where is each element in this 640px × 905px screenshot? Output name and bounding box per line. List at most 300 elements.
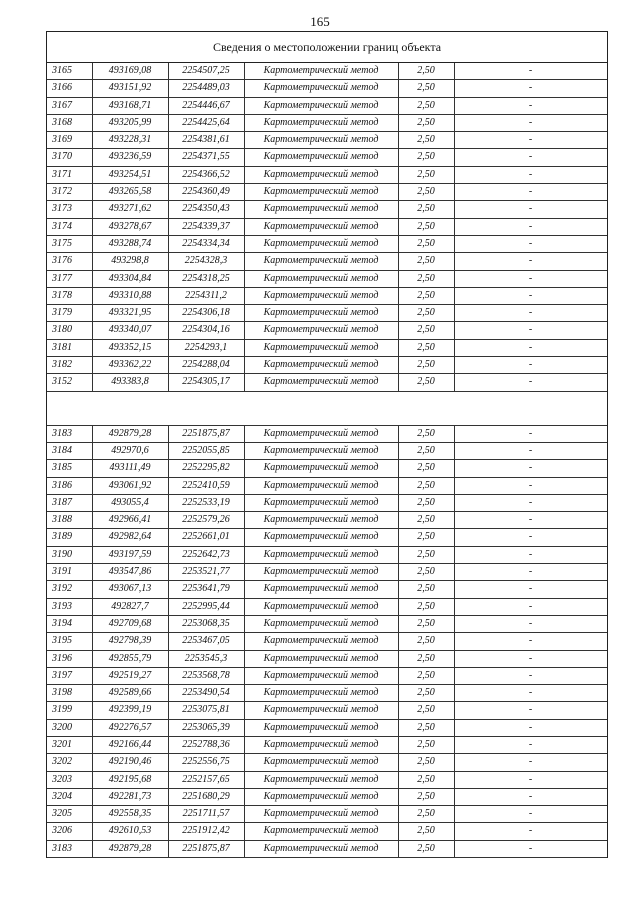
cell-x-coordinate: 492190,46 <box>108 756 152 768</box>
cell-point-number: 3191 <box>52 566 72 578</box>
cell-accuracy: 2,50 <box>417 548 435 560</box>
table-row <box>47 720 607 737</box>
cell-description: - <box>528 324 533 336</box>
cell-y-coordinate: 2252661,01 <box>182 531 230 543</box>
cell-x-coordinate: 493265,58 <box>108 186 152 198</box>
table-row <box>47 702 607 719</box>
cell-method: Картометрический метод <box>263 669 379 681</box>
cell-accuracy: 2,50 <box>417 652 435 664</box>
cell-method: Картометрический метод <box>263 324 379 336</box>
cell-accuracy: 2,50 <box>417 444 435 456</box>
cell-x-coordinate: 492982,64 <box>108 531 152 543</box>
table-row <box>47 305 607 322</box>
cell-description: - <box>528 496 533 508</box>
cell-x-coordinate: 493254,51 <box>108 168 152 180</box>
cell-point-number: 3205 <box>52 808 72 820</box>
column-divider <box>244 426 245 859</box>
cell-x-coordinate: 492589,66 <box>108 687 152 699</box>
table-heading: Сведения о местоположении границ объекта <box>47 32 607 63</box>
cell-x-coordinate: 492970,6 <box>111 444 149 456</box>
cell-method: Картометрический метод <box>263 738 379 750</box>
cell-accuracy: 2,50 <box>417 825 435 837</box>
cell-x-coordinate: 493067,13 <box>108 583 152 595</box>
table-row <box>47 357 607 374</box>
cell-accuracy: 2,50 <box>417 186 435 198</box>
cell-accuracy: 2,50 <box>417 566 435 578</box>
table-row <box>47 149 607 166</box>
cell-method: Картометрический метод <box>263 514 379 526</box>
cell-point-number: 3177 <box>52 272 72 284</box>
table-row <box>47 322 607 339</box>
cell-accuracy: 2,50 <box>417 738 435 750</box>
cell-x-coordinate: 493228,31 <box>108 134 152 146</box>
table-row <box>47 599 607 616</box>
cell-x-coordinate: 492879,28 <box>108 842 152 854</box>
column-divider <box>92 63 93 392</box>
cell-y-coordinate: 2251912,42 <box>182 825 230 837</box>
cell-method: Картометрический метод <box>263 237 379 249</box>
cell-method: Картометрический метод <box>263 444 379 456</box>
cell-accuracy: 2,50 <box>417 842 435 854</box>
cell-description: - <box>528 721 533 733</box>
cell-accuracy: 2,50 <box>417 289 435 301</box>
cell-x-coordinate: 492519,27 <box>108 669 152 681</box>
cell-method: Картометрический метод <box>263 842 379 854</box>
cell-point-number: 3200 <box>52 721 72 733</box>
table-row <box>47 236 607 253</box>
table-row <box>47 564 607 581</box>
table-row <box>47 271 607 288</box>
cell-point-number: 3165 <box>52 65 72 76</box>
cell-description: - <box>528 669 533 681</box>
cell-point-number: 3152 <box>52 376 72 388</box>
cell-method: Картометрический метод <box>263 462 379 474</box>
table-row <box>47 685 607 702</box>
cell-x-coordinate: 493383,8 <box>111 376 149 388</box>
cell-point-number: 3169 <box>52 134 72 146</box>
cell-description: - <box>528 825 533 837</box>
cell-y-coordinate: 2252410,59 <box>182 479 230 491</box>
cell-x-coordinate: 492195,68 <box>108 773 152 785</box>
cell-x-coordinate: 492855,79 <box>108 652 152 664</box>
coordinates-table-frame <box>46 31 608 858</box>
cell-point-number: 3182 <box>52 359 72 371</box>
table-row <box>47 184 607 201</box>
cell-description: - <box>528 307 533 319</box>
cell-accuracy: 2,50 <box>417 359 435 371</box>
cell-y-coordinate: 2254507,25 <box>182 65 230 76</box>
table-row <box>47 547 607 564</box>
cell-point-number: 3183 <box>52 427 72 439</box>
cell-x-coordinate: 493271,62 <box>108 203 152 215</box>
cell-description: - <box>528 186 533 198</box>
cell-description: - <box>528 427 533 439</box>
cell-point-number: 3180 <box>52 324 72 336</box>
cell-description: - <box>528 359 533 371</box>
cell-description: - <box>528 635 533 647</box>
cell-accuracy: 2,50 <box>417 151 435 163</box>
table-row <box>47 288 607 305</box>
cell-y-coordinate: 2254350,43 <box>182 203 230 215</box>
cell-point-number: 3179 <box>52 307 72 319</box>
table-row <box>47 253 607 270</box>
cell-accuracy: 2,50 <box>417 583 435 595</box>
cell-y-coordinate: 2254381,61 <box>182 134 230 146</box>
cell-y-coordinate: 2253641,79 <box>182 583 230 595</box>
cell-y-coordinate: 2252995,44 <box>182 600 230 612</box>
cell-method: Картометрический метод <box>263 808 379 820</box>
cell-accuracy: 2,50 <box>417 635 435 647</box>
cell-y-coordinate: 2253490,54 <box>182 687 230 699</box>
cell-method: Картометрический метод <box>263 704 379 716</box>
cell-y-coordinate: 2253467,05 <box>182 635 230 647</box>
cell-accuracy: 2,50 <box>417 756 435 768</box>
cell-accuracy: 2,50 <box>417 462 435 474</box>
cell-point-number: 3192 <box>52 583 72 595</box>
cell-point-number: 3194 <box>52 617 72 629</box>
cell-y-coordinate: 2252642,73 <box>182 548 230 560</box>
cell-x-coordinate: 492798,39 <box>108 635 152 647</box>
cell-accuracy: 2,50 <box>417 99 435 111</box>
table-row <box>47 495 607 512</box>
cell-method: Картометрический метод <box>263 220 379 232</box>
cell-method: Картометрический метод <box>263 790 379 802</box>
table-row <box>47 633 607 650</box>
cell-description: - <box>528 203 533 215</box>
cell-y-coordinate: 2252533,19 <box>182 496 230 508</box>
cell-y-coordinate: 2254334,34 <box>182 237 230 249</box>
cell-description: - <box>528 566 533 578</box>
cell-method: Картометрический метод <box>263 65 379 76</box>
table-row <box>47 512 607 529</box>
cell-y-coordinate: 2254360,49 <box>182 186 230 198</box>
cell-y-coordinate: 2253068,35 <box>182 617 230 629</box>
cell-point-number: 3175 <box>52 237 72 249</box>
table-row <box>47 529 607 546</box>
cell-method: Картометрический метод <box>263 531 379 543</box>
cell-y-coordinate: 2254339,37 <box>182 220 230 232</box>
cell-method: Картометрический метод <box>263 168 379 180</box>
cell-method: Картометрический метод <box>263 756 379 768</box>
cell-accuracy: 2,50 <box>417 721 435 733</box>
cell-description: - <box>528 790 533 802</box>
cell-accuracy: 2,50 <box>417 687 435 699</box>
table-row <box>47 806 607 823</box>
cell-y-coordinate: 2252579,26 <box>182 514 230 526</box>
cell-y-coordinate: 2252788,36 <box>182 738 230 750</box>
cell-method: Картометрический метод <box>263 376 379 388</box>
cell-point-number: 3202 <box>52 756 72 768</box>
cell-y-coordinate: 2254328,3 <box>184 255 228 267</box>
cell-method: Картометрический метод <box>263 359 379 371</box>
cell-x-coordinate: 493061,92 <box>108 479 152 491</box>
group-separator-row <box>47 392 607 426</box>
cell-point-number: 3206 <box>52 825 72 837</box>
cell-point-number: 3184 <box>52 444 72 456</box>
table-row <box>47 132 607 149</box>
table-row <box>47 823 607 840</box>
cell-point-number: 3173 <box>52 203 72 215</box>
coordinates-table <box>47 63 607 858</box>
cell-point-number: 3193 <box>52 600 72 612</box>
cell-point-number: 3199 <box>52 704 72 716</box>
table-row <box>47 460 607 477</box>
cell-point-number: 3187 <box>52 496 72 508</box>
cell-method: Картометрический метод <box>263 116 379 128</box>
cell-y-coordinate: 2253075,81 <box>182 704 230 716</box>
cell-point-number: 3188 <box>52 514 72 526</box>
cell-description: - <box>528 652 533 664</box>
cell-point-number: 3176 <box>52 255 72 267</box>
cell-method: Картометрический метод <box>263 566 379 578</box>
cell-y-coordinate: 2253545,3 <box>184 652 228 664</box>
cell-y-coordinate: 2254366,52 <box>182 168 230 180</box>
cell-point-number: 3171 <box>52 168 72 180</box>
cell-accuracy: 2,50 <box>417 65 435 76</box>
cell-method: Картометрический метод <box>263 583 379 595</box>
cell-point-number: 3201 <box>52 738 72 750</box>
cell-accuracy: 2,50 <box>417 82 435 94</box>
column-divider <box>244 63 245 392</box>
cell-point-number: 3183 <box>52 842 72 854</box>
cell-x-coordinate: 493205,99 <box>108 116 152 128</box>
cell-accuracy: 2,50 <box>417 600 435 612</box>
cell-point-number: 3167 <box>52 99 72 111</box>
cell-x-coordinate: 493169,08 <box>108 65 152 76</box>
cell-point-number: 3197 <box>52 669 72 681</box>
cell-method: Картометрический метод <box>263 255 379 267</box>
cell-x-coordinate: 492827,7 <box>111 600 149 612</box>
cell-x-coordinate: 493288,74 <box>108 237 152 249</box>
cell-accuracy: 2,50 <box>417 237 435 249</box>
cell-accuracy: 2,50 <box>417 168 435 180</box>
cell-y-coordinate: 2254304,16 <box>182 324 230 336</box>
cell-x-coordinate: 493310,88 <box>108 289 152 301</box>
cell-x-coordinate: 493055,4 <box>111 496 149 508</box>
cell-y-coordinate: 2254293,1 <box>184 341 228 353</box>
cell-accuracy: 2,50 <box>417 479 435 491</box>
cell-point-number: 3190 <box>52 548 72 560</box>
cell-method: Картометрический метод <box>263 82 379 94</box>
cell-accuracy: 2,50 <box>417 704 435 716</box>
column-divider <box>92 426 93 859</box>
cell-point-number: 3196 <box>52 652 72 664</box>
cell-point-number: 3186 <box>52 479 72 491</box>
cell-description: - <box>528 134 533 146</box>
cell-method: Картометрический метод <box>263 617 379 629</box>
table-row <box>47 772 607 789</box>
table-row <box>47 80 607 97</box>
cell-x-coordinate: 492276,57 <box>108 721 152 733</box>
cell-y-coordinate: 2251711,57 <box>182 808 230 820</box>
cell-accuracy: 2,50 <box>417 808 435 820</box>
cell-x-coordinate: 493111,49 <box>109 462 151 474</box>
cell-description: - <box>528 531 533 543</box>
cell-accuracy: 2,50 <box>417 790 435 802</box>
table-row <box>47 443 607 460</box>
cell-x-coordinate: 492610,53 <box>108 825 152 837</box>
table-row <box>47 581 607 598</box>
cell-x-coordinate: 492709,68 <box>108 617 152 629</box>
cell-y-coordinate: 2254288,04 <box>182 359 230 371</box>
cell-x-coordinate: 492558,35 <box>108 808 152 820</box>
cell-description: - <box>528 272 533 284</box>
table-row <box>47 167 607 184</box>
cell-description: - <box>528 808 533 820</box>
cell-y-coordinate: 2251680,29 <box>182 790 230 802</box>
cell-y-coordinate: 2254318,25 <box>182 272 230 284</box>
cell-description: - <box>528 99 533 111</box>
cell-method: Картометрический метод <box>263 496 379 508</box>
page-number: 165 <box>310 14 330 29</box>
table-row <box>47 201 607 218</box>
cell-x-coordinate: 493352,15 <box>108 341 152 353</box>
cell-x-coordinate: 493321,95 <box>108 307 152 319</box>
cell-method: Картометрический метод <box>263 635 379 647</box>
cell-accuracy: 2,50 <box>417 272 435 284</box>
cell-y-coordinate: 2254489,03 <box>182 82 230 94</box>
cell-point-number: 3189 <box>52 531 72 543</box>
table-row <box>47 841 607 858</box>
cell-y-coordinate: 2252556,75 <box>182 756 230 768</box>
cell-accuracy: 2,50 <box>417 496 435 508</box>
cell-y-coordinate: 2253065,39 <box>182 721 230 733</box>
cell-method: Картометрический метод <box>263 721 379 733</box>
cell-y-coordinate: 2254446,67 <box>182 99 230 111</box>
cell-x-coordinate: 493340,07 <box>108 324 152 336</box>
cell-accuracy: 2,50 <box>417 203 435 215</box>
cell-y-coordinate: 2251875,87 <box>182 842 230 854</box>
cell-description: - <box>528 376 533 388</box>
table-row <box>47 115 607 132</box>
cell-description: - <box>528 65 533 76</box>
cell-x-coordinate: 493197,59 <box>108 548 152 560</box>
cell-description: - <box>528 514 533 526</box>
cell-description: - <box>528 842 533 854</box>
cell-accuracy: 2,50 <box>417 617 435 629</box>
cell-point-number: 3178 <box>52 289 72 301</box>
cell-description: - <box>528 116 533 128</box>
cell-accuracy: 2,50 <box>417 376 435 388</box>
cell-y-coordinate: 2254311,2 <box>185 289 227 301</box>
cell-y-coordinate: 2252055,85 <box>182 444 230 456</box>
cell-method: Картометрический метод <box>263 773 379 785</box>
table-row <box>47 219 607 236</box>
cell-description: - <box>528 255 533 267</box>
cell-method: Картометрический метод <box>263 272 379 284</box>
cell-x-coordinate: 493304,84 <box>108 272 152 284</box>
cell-description: - <box>528 237 533 249</box>
cell-point-number: 3172 <box>52 186 72 198</box>
cell-accuracy: 2,50 <box>417 669 435 681</box>
cell-point-number: 3185 <box>52 462 72 474</box>
cell-method: Картометрический метод <box>263 151 379 163</box>
cell-y-coordinate: 2254306,18 <box>182 307 230 319</box>
cell-method: Картометрический метод <box>263 186 379 198</box>
cell-point-number: 3170 <box>52 151 72 163</box>
cell-description: - <box>528 168 533 180</box>
table-row <box>47 478 607 495</box>
cell-x-coordinate: 493298,8 <box>111 255 149 267</box>
cell-description: - <box>528 583 533 595</box>
table-row <box>47 754 607 771</box>
cell-description: - <box>528 82 533 94</box>
cell-method: Картометрический метод <box>263 548 379 560</box>
cell-description: - <box>528 738 533 750</box>
table-row <box>47 651 607 668</box>
cell-x-coordinate: 492281,73 <box>108 790 152 802</box>
cell-point-number: 3203 <box>52 773 72 785</box>
cell-y-coordinate: 2254305,17 <box>182 376 230 388</box>
cell-description: - <box>528 341 533 353</box>
cell-point-number: 3204 <box>52 790 72 802</box>
cell-method: Картометрический метод <box>263 652 379 664</box>
cell-description: - <box>528 462 533 474</box>
table-row <box>47 374 607 391</box>
cell-y-coordinate: 2252157,65 <box>182 773 230 785</box>
column-divider <box>168 426 169 859</box>
cell-method: Картометрический метод <box>263 479 379 491</box>
cell-method: Картометрический метод <box>263 600 379 612</box>
cell-method: Картометрический метод <box>263 134 379 146</box>
cell-accuracy: 2,50 <box>417 134 435 146</box>
cell-accuracy: 2,50 <box>417 324 435 336</box>
cell-y-coordinate: 2253521,77 <box>182 566 230 578</box>
table-row <box>47 63 607 80</box>
cell-x-coordinate: 493547,86 <box>108 566 152 578</box>
cell-method: Картометрический метод <box>263 427 379 439</box>
cell-accuracy: 2,50 <box>417 307 435 319</box>
cell-y-coordinate: 2254371,55 <box>182 151 230 163</box>
cell-method: Картометрический метод <box>263 341 379 353</box>
cell-point-number: 3181 <box>52 341 72 353</box>
cell-accuracy: 2,50 <box>417 514 435 526</box>
cell-description: - <box>528 773 533 785</box>
cell-accuracy: 2,50 <box>417 531 435 543</box>
cell-x-coordinate: 493362,22 <box>108 359 152 371</box>
cell-y-coordinate: 2254425,64 <box>182 116 230 128</box>
table-row <box>47 737 607 754</box>
cell-method: Картометрический метод <box>263 307 379 319</box>
cell-x-coordinate: 493151,92 <box>108 82 152 94</box>
column-divider <box>398 63 399 392</box>
cell-description: - <box>528 704 533 716</box>
cell-accuracy: 2,50 <box>417 341 435 353</box>
cell-x-coordinate: 492166,44 <box>108 738 152 750</box>
cell-accuracy: 2,50 <box>417 255 435 267</box>
cell-x-coordinate: 493168,71 <box>108 99 152 111</box>
table-row <box>47 616 607 633</box>
table-row <box>47 789 607 806</box>
column-divider <box>454 426 455 859</box>
cell-description: - <box>528 289 533 301</box>
table-row <box>47 340 607 357</box>
cell-description: - <box>528 687 533 699</box>
cell-description: - <box>528 151 533 163</box>
cell-point-number: 3198 <box>52 687 72 699</box>
cell-x-coordinate: 492399,19 <box>108 704 152 716</box>
cell-y-coordinate: 2251875,87 <box>182 427 230 439</box>
cell-description: - <box>528 617 533 629</box>
cell-x-coordinate: 492879,28 <box>108 427 152 439</box>
cell-x-coordinate: 492966,41 <box>108 514 152 526</box>
cell-description: - <box>528 600 533 612</box>
cell-x-coordinate: 493278,67 <box>108 220 152 232</box>
cell-point-number: 3174 <box>52 220 72 232</box>
cell-accuracy: 2,50 <box>417 220 435 232</box>
column-divider <box>454 63 455 392</box>
column-divider <box>398 426 399 859</box>
